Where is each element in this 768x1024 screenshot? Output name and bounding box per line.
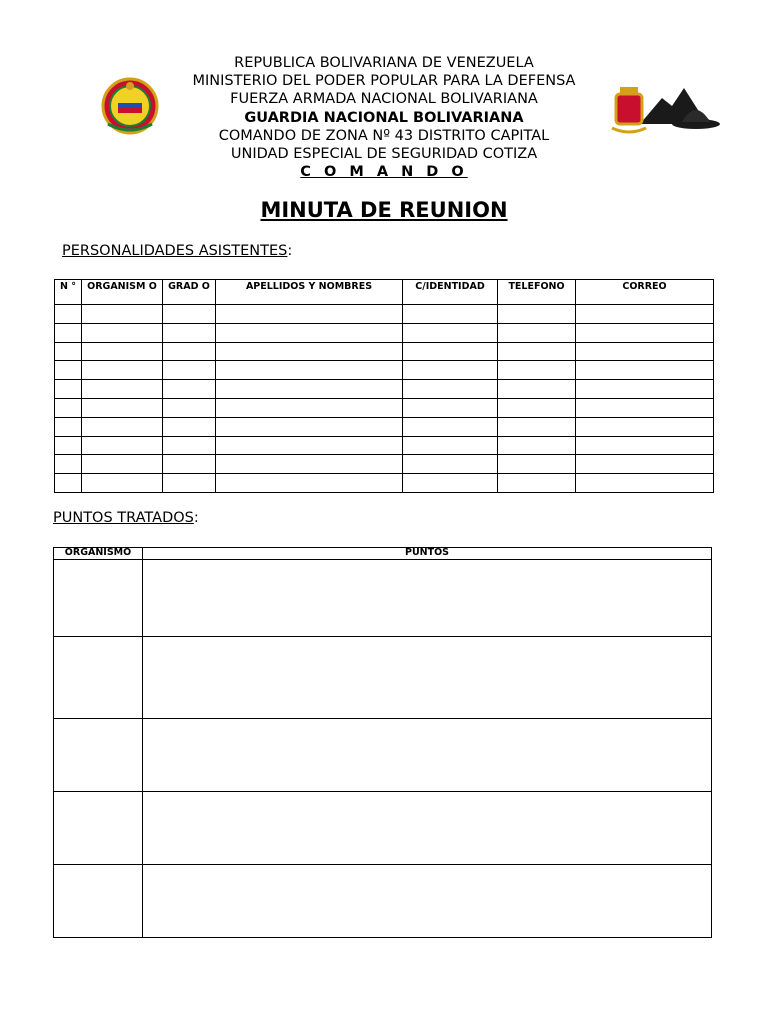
attendee-row [55, 342, 714, 361]
attendee-cell[interactable] [82, 417, 163, 436]
header-line-zone-command: COMANDO DE ZONA Nº 43 DISTRITO CAPITAL [218, 127, 550, 144]
attendee-cell[interactable] [576, 474, 714, 493]
attendee-cell[interactable] [576, 380, 714, 399]
attendee-cell[interactable] [163, 474, 216, 493]
attendee-cell[interactable] [498, 455, 576, 474]
attendee-cell[interactable] [82, 436, 163, 455]
column-header-number: N ° [55, 280, 82, 305]
attendee-cell[interactable] [498, 342, 576, 361]
attendee-cell[interactable] [82, 305, 163, 324]
attendee-cell[interactable] [55, 380, 82, 399]
attendee-cell[interactable] [576, 342, 714, 361]
attendee-cell[interactable] [498, 474, 576, 493]
point-row [54, 637, 712, 719]
attendee-cell[interactable] [163, 398, 216, 417]
points-section-label [53, 510, 199, 526]
attendees-table [54, 279, 714, 493]
points-table [53, 547, 712, 938]
attendee-cell[interactable] [82, 398, 163, 417]
points-label-text: PUNTOS TRATADOS [53, 510, 194, 526]
attendee-cell[interactable] [55, 305, 82, 324]
attendee-cell[interactable] [55, 417, 82, 436]
attendee-cell[interactable] [163, 305, 216, 324]
attendee-cell[interactable] [82, 323, 163, 342]
header-line-guard: GUARDIA NACIONAL BOLIVARIANA [244, 109, 524, 126]
column-header-full-name: APELLIDOS Y NOMBRES [216, 280, 403, 305]
attendee-cell[interactable] [216, 436, 403, 455]
attendee-cell[interactable] [216, 398, 403, 417]
column-header-email: CORREO [576, 280, 714, 305]
points-label-colon: : [193, 510, 199, 526]
attendee-cell[interactable] [576, 455, 714, 474]
attendees-label-colon: : [287, 243, 293, 259]
attendee-cell[interactable] [576, 417, 714, 436]
attendee-cell[interactable] [498, 323, 576, 342]
attendee-cell[interactable] [216, 323, 403, 342]
attendee-cell[interactable] [55, 361, 82, 380]
cotiza-unit-emblem-icon [610, 84, 722, 136]
attendee-row [55, 398, 714, 417]
point-organism-cell[interactable] [54, 637, 143, 719]
attendee-cell[interactable] [403, 323, 498, 342]
header-line-unit: UNIDAD ESPECIAL DE SEGURIDAD COTIZA [230, 146, 538, 163]
attendee-cell[interactable] [576, 305, 714, 324]
point-organism-cell[interactable] [54, 865, 143, 938]
attendee-row [55, 305, 714, 324]
column-header-organism: ORGANISM O [82, 280, 163, 305]
attendee-cell[interactable] [163, 455, 216, 474]
attendee-cell[interactable] [216, 361, 403, 380]
attendee-cell[interactable] [163, 417, 216, 436]
attendee-cell[interactable] [498, 380, 576, 399]
attendee-row [55, 361, 714, 380]
attendee-cell[interactable] [163, 342, 216, 361]
attendee-cell[interactable] [55, 398, 82, 417]
column-header-rank: GRAD O [163, 280, 216, 305]
attendee-cell[interactable] [82, 455, 163, 474]
attendee-cell[interactable] [403, 305, 498, 324]
point-row [54, 865, 712, 938]
attendee-row [55, 436, 714, 455]
point-row [54, 719, 712, 792]
attendee-row [55, 323, 714, 342]
attendee-cell[interactable] [55, 436, 82, 455]
point-organism-cell[interactable] [54, 719, 143, 792]
points-header-row [54, 548, 712, 560]
attendee-row [55, 417, 714, 436]
attendee-cell[interactable] [82, 361, 163, 380]
point-description-cell[interactable] [143, 792, 712, 865]
attendee-cell[interactable] [498, 361, 576, 380]
attendee-cell[interactable] [403, 361, 498, 380]
attendee-cell[interactable] [403, 474, 498, 493]
attendee-cell[interactable] [163, 380, 216, 399]
attendee-cell[interactable] [403, 398, 498, 417]
attendee-cell[interactable] [55, 323, 82, 342]
header-line-republic: REPUBLICA BOLIVARIANA DE VENEZUELA [234, 55, 534, 71]
attendee-cell[interactable] [498, 398, 576, 417]
column-header-phone: TELEFONO [498, 280, 576, 305]
attendee-cell[interactable] [216, 380, 403, 399]
point-description-cell[interactable] [143, 560, 712, 637]
attendee-cell[interactable] [216, 455, 403, 474]
attendee-cell[interactable] [163, 361, 216, 380]
attendee-cell[interactable] [403, 342, 498, 361]
column-header-puntos: PUNTOS [143, 548, 712, 560]
point-organism-cell[interactable] [54, 560, 143, 637]
attendee-cell[interactable] [55, 474, 82, 493]
attendee-cell[interactable] [55, 455, 82, 474]
attendee-cell[interactable] [576, 398, 714, 417]
attendee-row [55, 474, 714, 493]
attendee-cell[interactable] [576, 323, 714, 342]
attendee-cell[interactable] [163, 323, 216, 342]
attendee-cell[interactable] [403, 455, 498, 474]
attendee-row [55, 455, 714, 474]
point-description-cell[interactable] [143, 637, 712, 719]
attendee-cell[interactable] [403, 417, 498, 436]
attendee-cell[interactable] [82, 342, 163, 361]
column-header-organismo: ORGANISMO [54, 548, 143, 560]
attendee-cell[interactable] [163, 436, 216, 455]
point-organism-cell[interactable] [54, 792, 143, 865]
header-line-comando: C O M A N D O [300, 164, 468, 181]
point-description-cell[interactable] [143, 865, 712, 938]
document-title: MINUTA DE REUNION [260, 198, 508, 222]
attendee-cell[interactable] [216, 417, 403, 436]
attendee-cell[interactable] [82, 474, 163, 493]
attendee-cell[interactable] [216, 305, 403, 324]
attendees-label-text: PERSONALIDADES ASISTENTES [62, 243, 288, 259]
attendee-cell[interactable] [576, 436, 714, 455]
attendee-cell[interactable] [55, 342, 82, 361]
attendee-cell[interactable] [498, 436, 576, 455]
attendee-cell[interactable] [498, 417, 576, 436]
attendee-cell[interactable] [403, 380, 498, 399]
attendees-section-label [62, 243, 292, 259]
attendees-header-row [55, 280, 714, 305]
point-description-cell[interactable] [143, 719, 712, 792]
header-line-ministry: MINISTERIO DEL PODER POPULAR PARA LA DEFENSA [192, 73, 576, 90]
attendee-cell[interactable] [403, 436, 498, 455]
attendee-cell[interactable] [498, 305, 576, 324]
attendee-cell[interactable] [216, 474, 403, 493]
national-guard-emblem-icon [98, 76, 162, 138]
column-header-id: C/IDENTIDAD [403, 280, 498, 305]
attendee-cell[interactable] [576, 361, 714, 380]
header-line-armed-forces: FUERZA ARMADA NACIONAL BOLIVARIANA [230, 91, 538, 108]
attendee-cell[interactable] [216, 342, 403, 361]
point-row [54, 792, 712, 865]
point-row [54, 560, 712, 637]
attendee-row [55, 380, 714, 399]
attendee-cell[interactable] [82, 380, 163, 399]
